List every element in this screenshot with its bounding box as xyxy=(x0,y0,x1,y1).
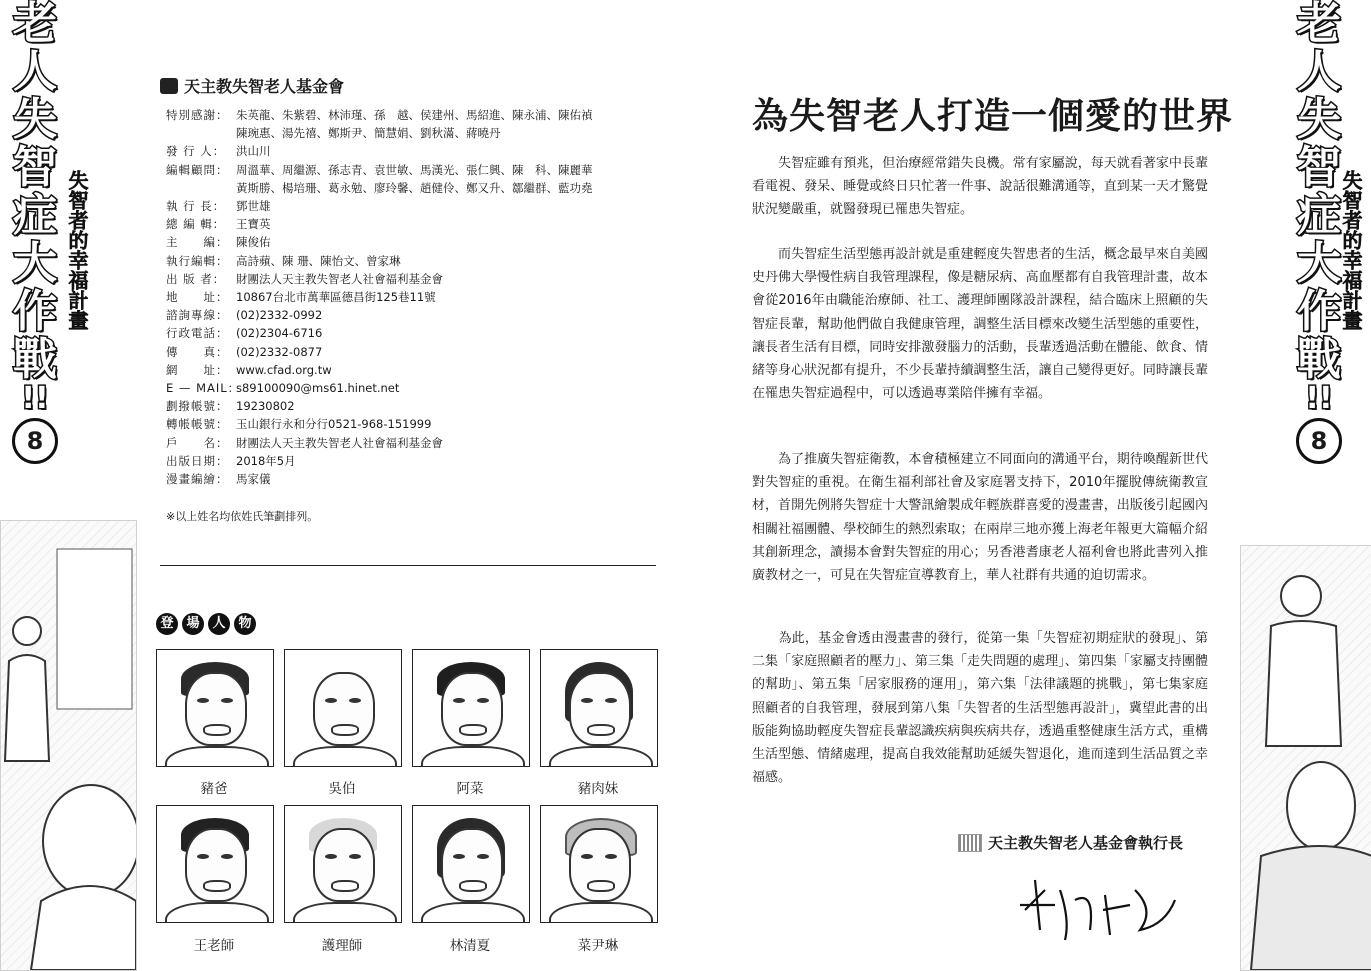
credit-label: 戶 名： xyxy=(166,435,229,450)
credit-value: 周溫華、周繼源、孫志青、袁世敏、馬漢光、張仁興、陳 科、陳麗華 xyxy=(236,162,593,177)
left-comic-art xyxy=(0,520,137,971)
character-body xyxy=(293,746,397,767)
character-eye xyxy=(349,698,361,703)
credit-row xyxy=(166,142,593,160)
credit-row xyxy=(166,124,593,142)
character-mouth xyxy=(459,880,487,892)
credit-label: 劃撥帳號： xyxy=(166,399,229,414)
credit-value: s89100090@ms61.hinet.net xyxy=(236,381,400,396)
credit-row xyxy=(166,397,593,415)
credit-value: 陳俊佑 xyxy=(236,235,271,250)
character-name: 菜尹琳 xyxy=(577,938,619,954)
credit-label: 特別感謝： xyxy=(166,108,229,122)
cast-title-char: 物 xyxy=(234,613,256,635)
character-body xyxy=(421,746,525,767)
volume-badge: 8 xyxy=(12,418,58,464)
character-eye xyxy=(581,698,593,703)
cast-title-char: 登 xyxy=(156,613,178,635)
credit-row xyxy=(166,252,593,270)
volume-badge: 8 xyxy=(1296,418,1342,464)
cast-title xyxy=(156,613,256,635)
character-eye xyxy=(197,698,209,703)
cast-title-char: 人 xyxy=(208,613,230,635)
credit-value: 19230802 xyxy=(236,399,295,414)
foundation-header xyxy=(160,74,344,97)
credit-row xyxy=(166,379,593,397)
credit-label: 執 行 長： xyxy=(166,199,226,214)
credit-label: 行政電話： xyxy=(166,326,229,341)
credit-row xyxy=(166,415,593,433)
credit-label: 諮詢專線： xyxy=(166,308,229,323)
character-mouth xyxy=(203,880,231,892)
credit-row xyxy=(166,434,593,452)
credit-value: 王寶英 xyxy=(236,217,271,232)
character-portrait xyxy=(412,805,530,923)
credit-row xyxy=(166,197,593,215)
character-mouth xyxy=(331,880,359,892)
signature-title: 天主教失智老人基金會執行長 xyxy=(988,834,1184,852)
credits-note: ※以上姓名均依姓氏筆劃排列。 xyxy=(166,510,319,523)
credit-value: www.cfad.org.tw xyxy=(236,362,332,377)
credit-label: 轉帳帳號： xyxy=(166,417,229,432)
character-portrait xyxy=(412,649,530,767)
character-eye xyxy=(605,854,617,859)
credit-row xyxy=(166,233,593,251)
credit-value: 財團法人天主教失智老人社會福利基金會 xyxy=(236,435,443,450)
signature-line xyxy=(958,832,1183,853)
foundation-name: 天主教失智老人基金會 xyxy=(184,77,345,96)
credit-value: 財團法人天主教失智老人社會福利基金會 xyxy=(236,271,443,286)
character-name: 林清夏 xyxy=(449,938,491,954)
foundation-logo-icon xyxy=(160,78,178,94)
credit-row xyxy=(166,179,593,197)
character-name: 豬爸 xyxy=(200,781,228,797)
character-eye xyxy=(325,698,337,703)
credit-label: 傳 真： xyxy=(166,344,229,359)
character-portrait xyxy=(540,805,658,923)
character-name: 豬肉妹 xyxy=(577,781,619,797)
divider xyxy=(160,565,656,566)
credit-row xyxy=(166,215,593,233)
credit-value: (02)2304-6716 xyxy=(236,326,323,341)
comic-figures-illustration xyxy=(1,521,136,970)
character-body xyxy=(165,902,269,923)
character-portrait xyxy=(156,649,274,767)
character-mouth xyxy=(331,724,359,736)
character-portrait xyxy=(284,805,402,923)
character-name: 王老師 xyxy=(193,938,235,954)
credit-label: E — MAIL： xyxy=(166,381,241,396)
credit-value: 洪山川 xyxy=(236,144,271,159)
character-portrait xyxy=(540,649,658,767)
spine-exclaim: !! xyxy=(1305,381,1333,416)
credit-row xyxy=(166,343,593,361)
spine-char: 作 xyxy=(1297,286,1341,337)
credit-row xyxy=(166,270,593,288)
article-paragraph: 而失智症生活型態再設計就是重建輕度失智患者的生活，概念最早來自美國史丹佛大學慢性病自我管理課程，像是糖尿病、高血壓都有自我管理計畫，故本會從2016年由職能治療師、社工、護理師團隊設計課程，結合臨床上照顧的失智症長輩，幫助他們做自我健康管理，調整生活目標來改變生活型態的重要性，讓長者生活有目標，同時安排激發腦力的活動，長輩透過活動在體能、飲食、情緒等身心狀況都有提升，不少長輩持續調整生活，讓自己變得更好。同時讓長輩在罹患失智症過程中，可以透過專業陪伴擁有幸福。 xyxy=(752,247,1208,402)
credit-label: 出 版 者： xyxy=(166,271,226,286)
cast-title-char: 場 xyxy=(182,613,204,635)
spine-subtitle: 失智者的幸福計畫 xyxy=(65,170,89,330)
spine-char: 大 xyxy=(1297,238,1341,289)
credit-label: 編輯顧問： xyxy=(166,162,229,177)
credit-row xyxy=(166,306,593,324)
spine-char: 戰 xyxy=(1297,334,1341,385)
credit-value: 2018年5月 xyxy=(236,453,296,468)
credit-row xyxy=(166,452,593,470)
credit-row xyxy=(166,161,593,179)
character-body xyxy=(165,746,269,767)
spine-char: 智 xyxy=(1297,142,1341,193)
credit-label xyxy=(166,179,236,197)
article-paragraph: 為此，基金會透由漫畫書的發行，從第一集「失智症初期症狀的發現」、第二集「家庭照顧者的壓力」、第三集「走失問題的處理」、第四集「家屬支持團體的幫助」、第五集「居家服務的運用」，第六集「法律議題的挑戰」，第七集家庭照顧者的自我管理，發展到第八集「失智者的生活型態再設計」，冀望此書的出版能夠協助輕度失智症長輩認識疾病與疾病共存，透過重整健康生活方式，重構生活型態、情緒處理，提高自我效能幫助延緩失智退化，進而達到生活品質之幸福感。 xyxy=(752,631,1208,786)
credit-label: 發 行 人： xyxy=(166,144,226,159)
character-body xyxy=(549,902,653,923)
credit-label: 網 址： xyxy=(166,362,229,377)
credit-value: (02)2332-0877 xyxy=(236,344,323,359)
comic-figures-illustration xyxy=(1241,546,1371,970)
character-eye xyxy=(349,854,361,859)
character-name: 護理師 xyxy=(321,938,363,954)
article-headline: 為失智老人打造一個愛的世界 xyxy=(752,95,1234,137)
credit-label: 出版日期： xyxy=(166,453,229,468)
character-eye xyxy=(197,854,209,859)
character-name: 阿菜 xyxy=(456,781,484,797)
credit-row xyxy=(166,324,593,342)
credit-value: 朱英龍、朱紫碧、林沛瑾、孫 越、侯建州、馬紹進、陳永浦、陳佑禎 xyxy=(236,108,593,122)
character-body xyxy=(421,902,525,923)
spine-char: 大 xyxy=(13,238,57,289)
character-portrait xyxy=(156,805,274,923)
spine-char: 戰 xyxy=(13,334,57,385)
character-name: 吳伯 xyxy=(328,781,356,797)
character-eye xyxy=(325,854,337,859)
character-eye xyxy=(453,698,465,703)
credit-label: 漫畫編繪： xyxy=(166,472,229,487)
character-eye xyxy=(581,854,593,859)
spine-char: 智 xyxy=(13,142,57,193)
right-spine-title xyxy=(1290,0,1363,460)
credit-label: 執行編輯： xyxy=(166,253,229,268)
spine-char: 老 xyxy=(13,0,57,49)
credit-value: 玉山銀行永和分行0521-968-151999 xyxy=(236,417,432,432)
right-comic-art xyxy=(1240,545,1371,971)
left-spine-title xyxy=(6,0,89,460)
character-portrait xyxy=(284,649,402,767)
character-mouth xyxy=(459,724,487,736)
credit-value: (02)2332-0992 xyxy=(236,308,323,323)
credit-label xyxy=(166,124,236,142)
character-eye xyxy=(477,854,489,859)
spine-char: 老 xyxy=(1297,0,1341,49)
spine-char: 失 xyxy=(13,94,57,145)
character-body xyxy=(293,902,397,923)
character-mouth xyxy=(587,724,615,736)
spine-subtitle: 失智者的幸福計畫 xyxy=(1339,170,1363,330)
spine-char: 人 xyxy=(13,46,57,97)
article-paragraph: 失智症雖有預兆，但治療經常錯失良機。常有家屬說，每天就看著家中長輩看電視、發呆、睡覺或終日只忙著一件事、說話很難溝通等，直到某一天才驚覺狀況變嚴重，就醫發現已罹患失智症。 xyxy=(752,156,1208,218)
spine-char: 作 xyxy=(13,286,57,337)
credit-value: 高詩蘋、陳 珊、陳怡文、曾家琳 xyxy=(236,253,401,268)
credit-value: 黃斯勝、楊培珊、葛永勉、廖玲馨、趙健伶、鄭又升、鄒繼群、藍功堯 xyxy=(236,180,593,195)
spine-char: 症 xyxy=(13,190,57,241)
credit-row xyxy=(166,106,593,124)
credit-row xyxy=(166,361,593,379)
character-eye xyxy=(477,698,489,703)
foundation-logo-icon xyxy=(958,834,982,852)
character-mouth xyxy=(587,880,615,892)
credit-row xyxy=(166,470,593,488)
spine-char: 症 xyxy=(1297,190,1341,241)
character-eye xyxy=(221,854,233,859)
credit-label: 地 址： xyxy=(166,290,229,305)
spine-char: 人 xyxy=(1297,46,1341,97)
article-paragraph: 為了推廣失智症衛教，本會積極建立不同面向的溝通平台，期待喚醒新世代對失智症的重視。在衛生福利部社會及家庭署支持下，2010年擺脫傳統衛教宣材，首開先例將失智症十大警訊繪製成年輕族群喜愛的漫畫書，出版後引起國內相關社福團體、學校師生的熱烈索取；在兩岸三地亦獲上海老年報更大篇幅介紹其創新理念，讀揚本會對失智症的用心；另香港耆康老人福利會也將此書列入推廣教材之一，可見在失智症宣導教育上，華人社群有共通的迫切需求。 xyxy=(752,452,1208,584)
credit-row xyxy=(166,288,593,306)
character-eye xyxy=(605,698,617,703)
character-mouth xyxy=(203,724,231,736)
character-body xyxy=(549,746,653,767)
credit-value: 鄧世雄 xyxy=(236,199,271,214)
credit-value: 陳琬惠、湯先禧、鄭斯尹、簡慧娟、劉秋滿、蔣曉丹 xyxy=(236,126,501,141)
character-eye xyxy=(221,698,233,703)
spine-char: 失 xyxy=(1297,94,1341,145)
credit-value: 馬家儀 xyxy=(236,472,271,487)
credits-list xyxy=(166,106,593,488)
spine-exclaim: !! xyxy=(21,381,49,416)
credit-value: 10867台北市萬華區德昌街125巷11號 xyxy=(236,290,436,305)
handwritten-signature xyxy=(1015,870,1185,950)
character-eye xyxy=(453,854,465,859)
credit-label: 主 編： xyxy=(166,235,229,250)
credit-label: 總 編 輯： xyxy=(166,217,226,232)
